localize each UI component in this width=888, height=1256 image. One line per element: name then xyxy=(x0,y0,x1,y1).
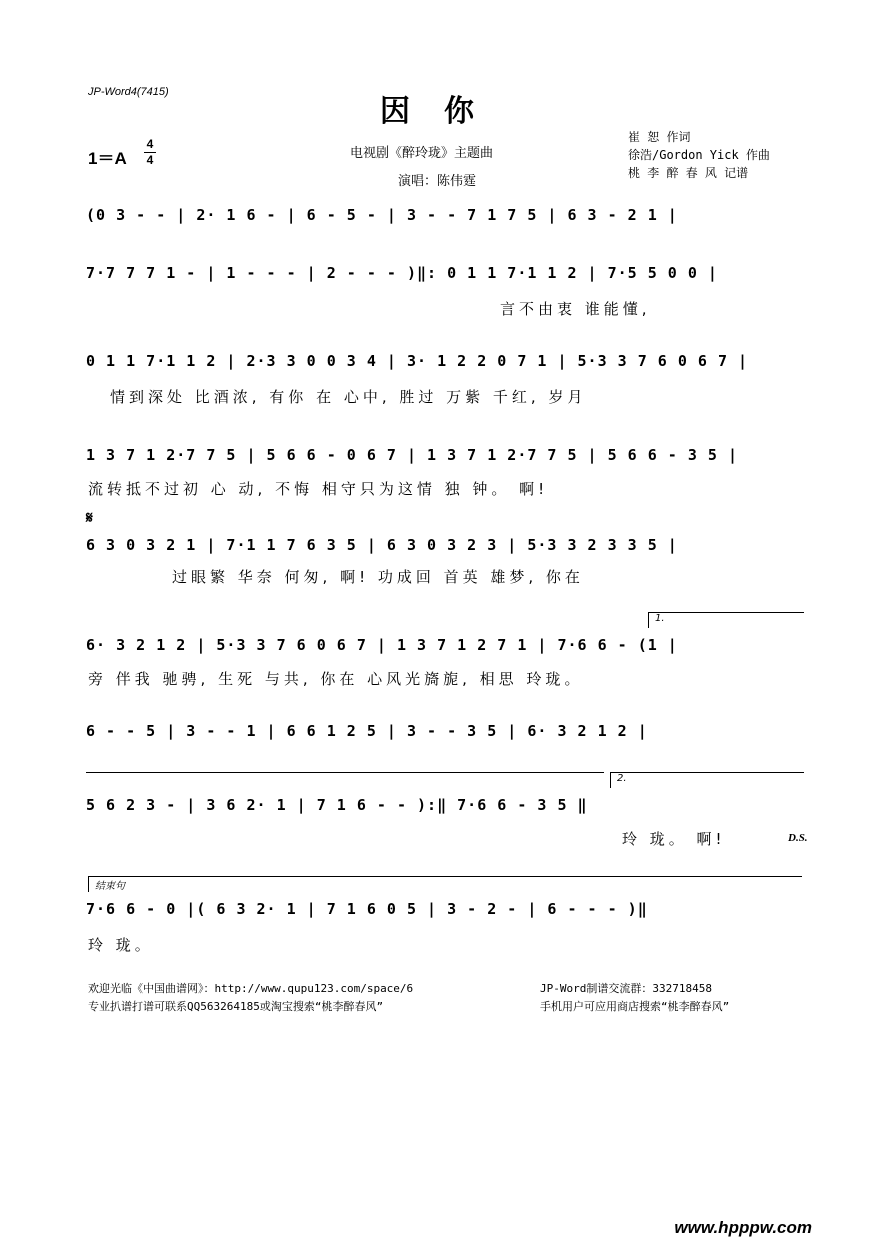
score-row-4: 1 3 7 1 2·7 7 5 | 5 6 6 - 0 6 7 | 1 3 7 1 2·7 7 5 | 5 6 6 - 3 5 | xyxy=(86,446,738,464)
score-row-8: 5 6 2 3 - | 3 6 2· 1 | 7 1 6 - - ):‖ 7·6 6 - 3 5 ‖ xyxy=(86,796,588,814)
singer: 演唱：陈伟霆 xyxy=(398,174,477,189)
segno-mark: 𝄋 xyxy=(86,508,93,527)
song-title: 因你 xyxy=(380,94,508,129)
time-signature xyxy=(144,138,156,167)
key-signature: 1＝A xyxy=(88,149,127,168)
composer: 徐浩/Gordon Yick 作曲 xyxy=(628,148,770,162)
volta-1-continuation xyxy=(86,772,604,773)
lyric-row-6: 旁 伴我 驰骋, 生死 与共, 你在 心风光旖旎, 相思 玲珑。 xyxy=(88,670,584,688)
footer-group: JP-Word制谱交流群：332718458 xyxy=(540,982,712,995)
footer-mobile: 手机用户可应用商店搜索“桃李醉春风” xyxy=(540,1000,730,1013)
lyricist: 崔 恕 作词 xyxy=(628,130,691,144)
ending-bracket: 结束句 xyxy=(88,876,802,892)
subtitle: 电视剧《醉玲珑》主题曲 xyxy=(350,146,494,161)
lyric-row-2: 言不由衷 谁能懂, xyxy=(500,300,651,318)
score-row-3: 0 1 1 7·1 1 2 | 2·3 3 0 0 3 4 | 3· 1 2 2 0 7 1 | 5·3 3 7 6 0 6 7 | xyxy=(86,352,749,370)
transcriber: 桃 李 醉 春 风 记谱 xyxy=(628,166,749,180)
lyric-row-5: 过眼繁 华奈 何匆, 啊! 功成回 首英 雄梦, 你在 xyxy=(172,568,584,586)
lyric-row-3: 情到深处 比酒浓, 有你 在 心中, 胜过 万紫 千红, 岁月 xyxy=(110,388,587,406)
volta-1: 1. xyxy=(648,612,804,628)
score-row-1: (0 3 - - | 2· 1 6 - | 6 - 5 - | 3 - - 7 1 7 5 | 6 3 - 2 1 | xyxy=(86,206,678,224)
lyric-row-9: 玲 珑。 xyxy=(88,936,154,954)
time-top: 4 xyxy=(146,137,154,151)
volta-2: 2. xyxy=(610,772,804,788)
corner-label: JP-Word4(7415) xyxy=(88,86,169,98)
score-row-9: 7·6 6 - 0 |( 6 3 2· 1 | 7 1 6 0 5 | 3 - 2 - | 6 - - - )‖ xyxy=(86,900,648,918)
lyric-row-4: 流转抵不过初 心 动, 不悔 相守只为这情 独 钟。 啊! xyxy=(88,480,549,498)
score-row-7: 6 - - 5 | 3 - - 1 | 6 6 1 2 5 | 3 - - 3 5 | 6· 3 2 1 2 | xyxy=(86,722,648,740)
footer-website: 欢迎光临《中国曲谱网》：http://www.qupu123.com/space/6 xyxy=(88,982,414,995)
time-bottom: 4 xyxy=(146,153,154,167)
credits xyxy=(628,128,770,182)
score-row-2: 7·7 7 7 1 - | 1 - - - | 2 - - - )‖: 0 1 1 7·1 1 2 | 7·5 5 0 0 | xyxy=(86,264,718,282)
footer-contact: 专业扒谱打谱可联系QQ563264185或淘宝搜索“桃李醉春风” xyxy=(88,1000,384,1013)
ds-mark: D.S. xyxy=(788,832,808,844)
site-watermark: www.hpppw.com xyxy=(674,1218,812,1237)
score-row-6: 6· 3 2 1 2 | 5·3 3 7 6 0 6 7 | 1 3 7 1 2 7 1 | 7·6 6 - (1 | xyxy=(86,636,678,654)
score-row-5: 6 3 0 3 2 1 | 7·1 1 7 6 3 5 | 6 3 0 3 2 3 | 5·3 3 2 3 3 5 | xyxy=(86,536,678,554)
lyric-row-8: 玲 珑。 啊! xyxy=(622,830,726,848)
